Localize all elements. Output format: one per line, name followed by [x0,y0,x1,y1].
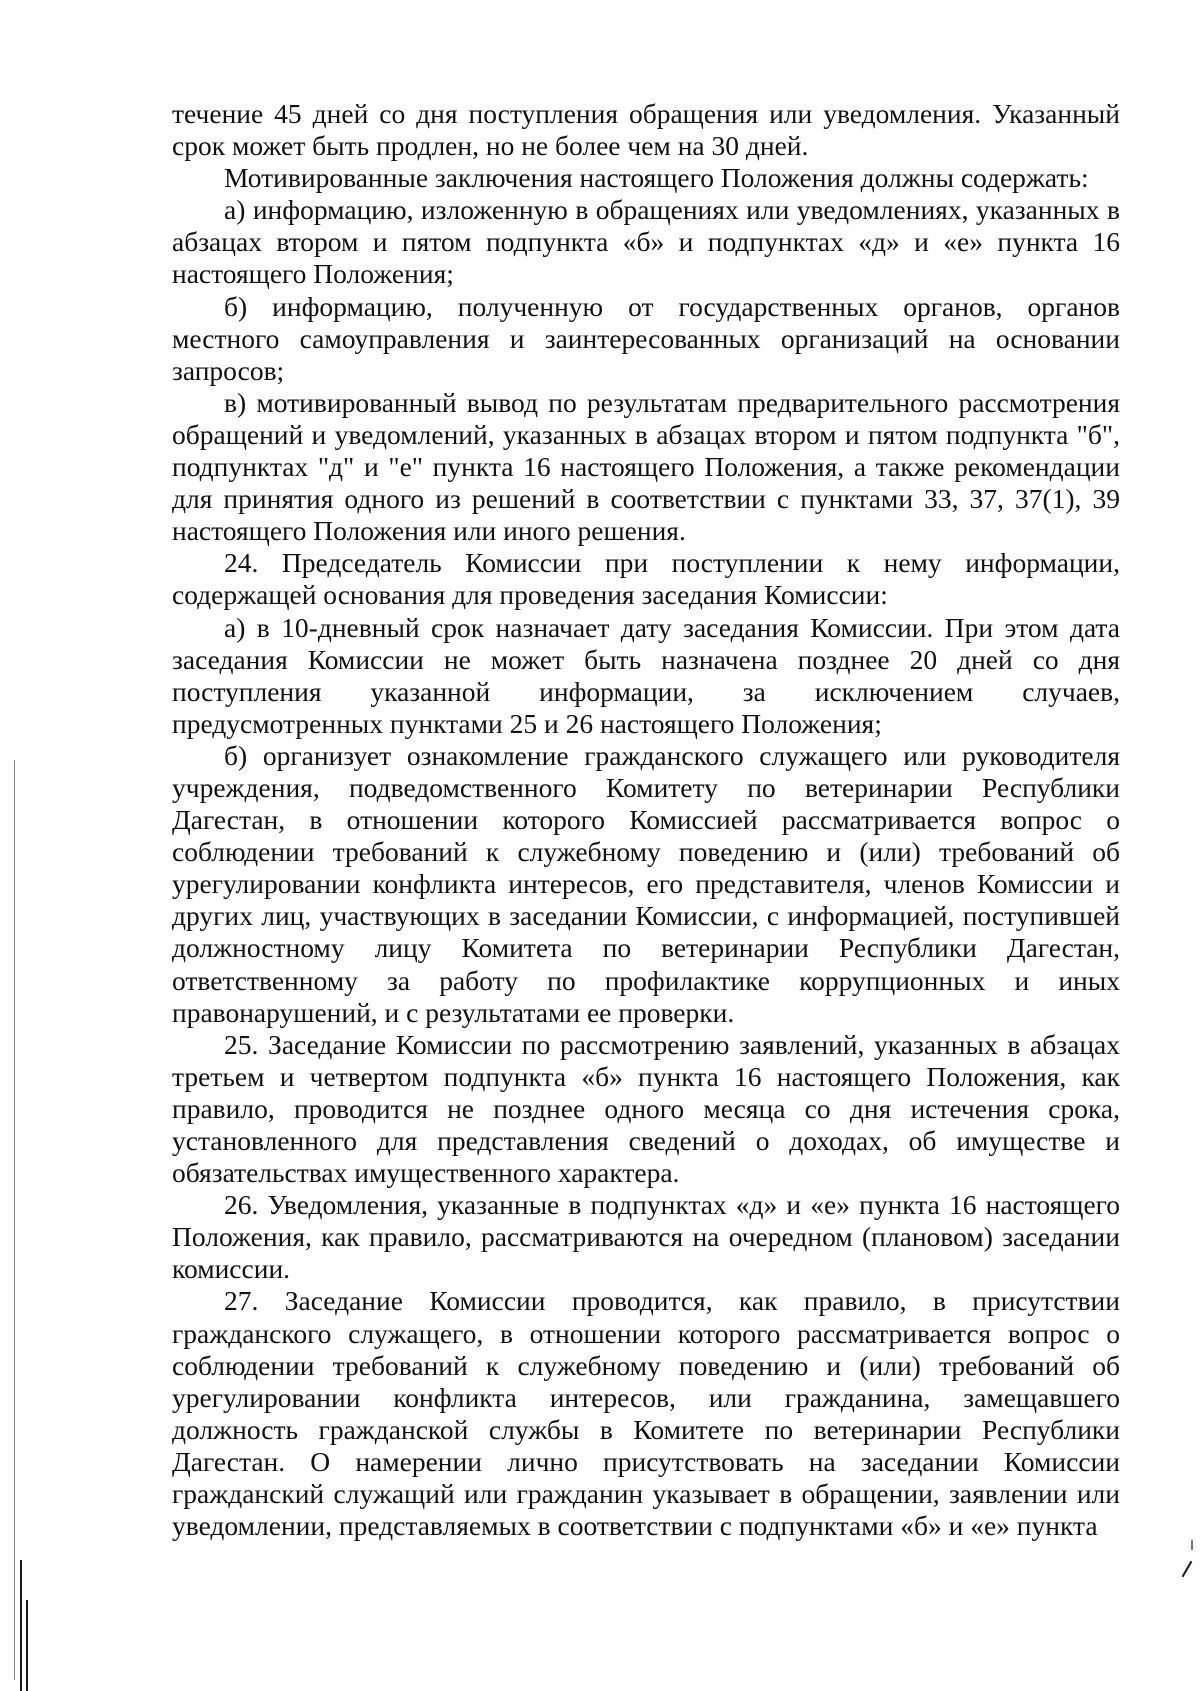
paragraph-1: течение 45 дней со дня поступления обращения или уведомления. Указанный срок может быть продлен, но не более чем на 30 дней. [172,98,1120,162]
scan-edge-line [26,1600,28,1691]
scan-edge-line [14,760,15,1680]
scan-speck [1191,1540,1193,1550]
paragraph-10: 26. Уведомления, указанные в подпунктах «д» и «е» пункта 16 настоящего Положения, как правило, рассматриваются на очередном (плановом) заседании комиссии. [172,1189,1120,1285]
paragraph-4: б) информацию, полученную от государственных органов, органов местного самоуправления и заинтересованных организаций на основании запросов; [172,290,1120,386]
paragraph-8: б) организует ознакомление гражданского служащего или руководителя учреждения, подведомственного Комитету по ветеринарии Республики Дагестан, в отношении которого Комиссией рассматривается вопрос о соблюдении требований к служебному поведению и (или) требований об урегулировании конфликта интересов, его представителя, членов Комиссии и других лиц, участвующих в заседании Комиссии, с информацией, поступившей должностному лицу Комитета по ветеринарии Республики Дагестан, ответственному за работу по профилактике коррупционных и иных правонарушений, и с результатами ее проверки. [172,739,1120,1028]
paragraph-11: 27. Заседание Комиссии проводится, как правило, в присутствии гражданского служащего, в отношении которого рассматривается вопрос о соблюдении требований к служебному поведению и (или) требований об урегулировании конфликта интересов, или гражданина, замещавшего должность гражданской службы в Комитете по ветеринарии Республики Дагестан. О намерении лично присутствовать на заседании Комиссии гражданский служащий или гражданин указывает в обращении, заявлении или уведомлении, представляемых в соответствии с подпунктами «б» и «е» пункта [172,1285,1120,1542]
scan-speck [1182,1561,1193,1578]
paragraph-3: а) информацию, изложенную в обращениях или уведомлениях, указанных в абзацах втором и пятом подпункта «б» и подпунктах «д» и «е» пункта 16 настоящего Положения; [172,194,1120,290]
document-body [172,98,1120,1542]
paragraph-2: Мотивированные заключения настоящего Положения должны содержать: [224,162,1089,194]
scan-edge-line [20,1560,22,1691]
paragraph-5: в) мотивированный вывод по результатам предварительного рассмотрения обращений и уведомлений, указанных в абзацах втором и пятом подпункта "б", подпунктах "д" и "е" пункта 16 настоящего Положения, а также рекомендации для принятия одного из решений в соответствии с пунктами 33, 37, 37(1), 39 настоящего Положения или иного решения. [172,386,1120,547]
paragraph-6: 24. Председатель Комиссии при поступлении к нему информации, содержащей основания для проведения заседания Комиссии: [172,547,1120,611]
paragraph-9: 25. Заседание Комиссии по рассмотрению заявлений, указанных в абзацах третьем и четвертом подпункта «б» пункта 16 настоящего Положения, как правило, проводится не позднее одного месяца со дня истечения срока, установленного для представления сведений о доходах, об имуществе и обязательствах имущественного характера. [172,1028,1120,1189]
paragraph-7: а) в 10-дневный срок назначает дату заседания Комиссии. При этом дата заседания Комиссии не может быть назначена позднее 20 дней со дня поступления указанной информации, за исключением случаев, предусмотренных пунктами 25 и 26 настоящего Положения; [172,611,1120,739]
